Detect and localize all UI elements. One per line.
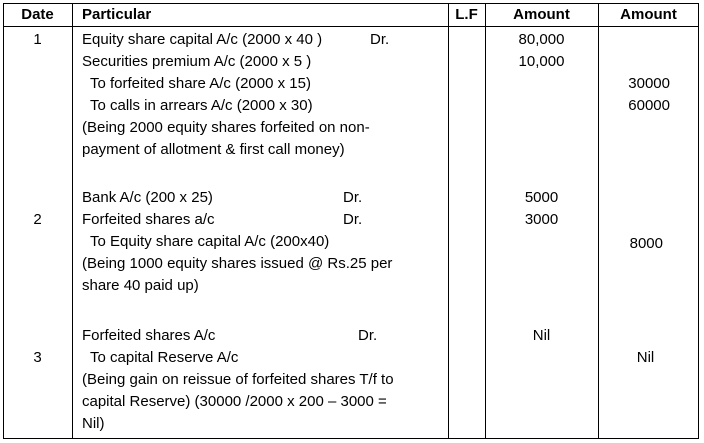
entry-particulars [82,29,370,161]
particular-line: To capital Reserve A/c [90,349,239,366]
debit-amount: 3000 [524,211,559,228]
particular-line: To Equity share capital A/c (200x40) [90,233,330,250]
particular-line: share 40 paid up) [82,277,199,294]
particular-line: (Being gain on reissue of forfeited shares T/f to [82,371,394,388]
credit-amount: 30000 [628,75,670,92]
dr-marker: Dr. [358,327,378,344]
entry-particulars [82,325,394,435]
particular-line: (Being 2000 equity shares forfeited on non- [82,119,370,136]
particular-line: To forfeited share A/c (2000 x 15) [90,75,311,92]
particular-line: Forfeited shares a/c [82,211,215,228]
particular-line: Nil) [82,415,105,432]
header-date: Date [21,6,54,23]
particular-line: Securities premium A/c (2000 x 5 ) [82,53,312,70]
particular-line: capital Reserve) (30000 /2000 x 200 – 3000 = [82,393,387,410]
credit-amount: 8000 [629,235,663,252]
dr-marker: Dr. [343,189,363,206]
header-lf: L.F [455,6,478,23]
entry-date: 3 [33,349,42,366]
particular-line: payment of allotment & first call money) [82,141,345,158]
debit-amount: 80,000 [518,31,565,48]
header-divider [3,26,699,27]
debit-amount: 5000 [524,189,559,206]
header-amount-debit: Amount [513,6,570,23]
credit-amount: 60000 [628,97,670,114]
particular-line: Equity share capital A/c (2000 x 40 ) [82,31,323,48]
header-amount-credit: Amount [620,6,677,23]
particular-line: To calls in arrears A/c (2000 x 30) [90,97,313,114]
particular-line: Forfeited shares A/c [82,327,216,344]
entry-date: 1 [33,31,42,48]
dr-marker: Dr. [370,31,390,48]
column-divider [598,3,599,439]
particular-line: Bank A/c (200 x 25) [82,189,213,206]
column-divider [72,3,73,439]
dr-marker: Dr. [343,211,363,228]
debit-amount: 10,000 [518,53,565,70]
entry-date: 2 [33,211,42,228]
column-divider [448,3,449,439]
header-particular: Particular [82,6,152,23]
credit-amount: Nil [636,349,655,366]
particular-line: (Being 1000 equity shares issued @ Rs.25 per [82,255,393,272]
debit-amount: Nil [532,327,551,344]
